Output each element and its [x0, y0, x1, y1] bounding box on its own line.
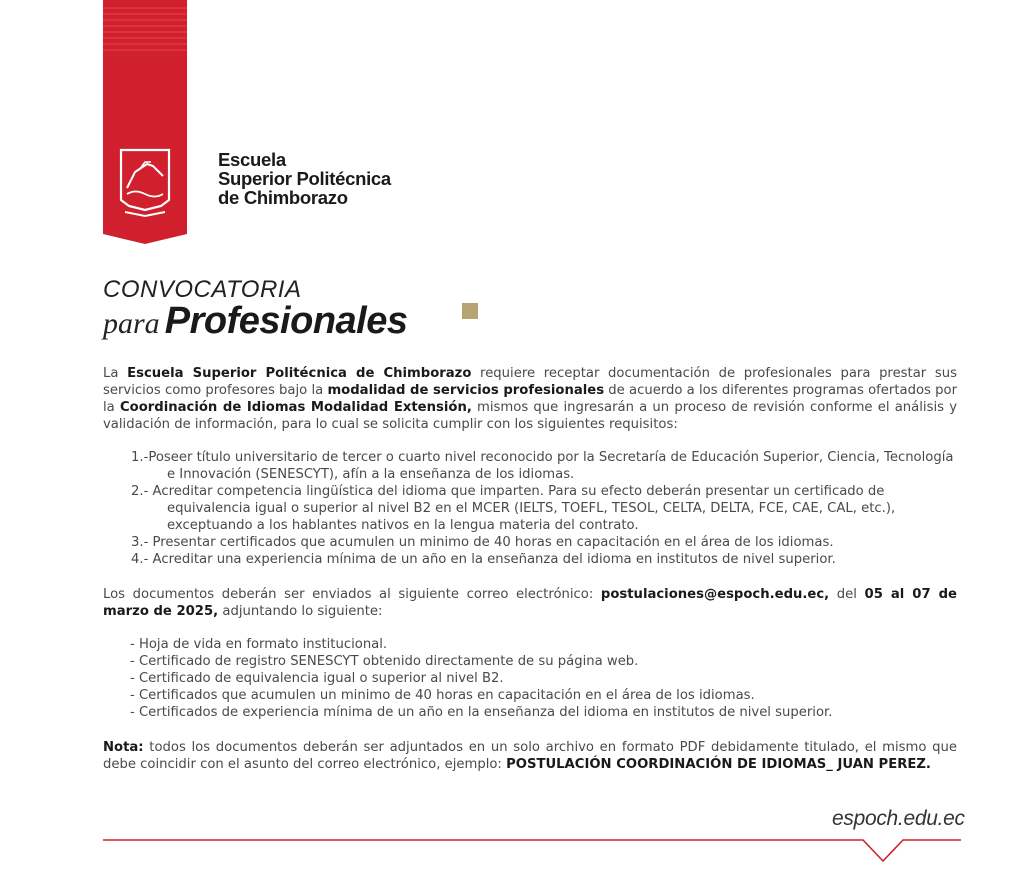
intro-bold-3: Coordinación de Idiomas Modalidad Extensión,: [119, 400, 472, 415]
documents-list: [103, 636, 957, 721]
submission-text-2: del: [829, 587, 865, 602]
note-label: Nota:: [103, 740, 144, 755]
submission-dates: 05 al 07 de marzo de 2025,: [103, 587, 957, 619]
title-main: Profesionales: [164, 300, 408, 342]
document-item: - Hoja de vida en formato institucional.: [130, 637, 388, 652]
intro-bold-1: Escuela Superior Politécnica de Chimborazo: [127, 366, 472, 381]
requirement-item: 3.- Presentar certificados que acumulen un minimo de 40 horas en capacitación en el área de los idiomas.: [131, 535, 834, 550]
document-item: - Certificados de experiencia mínima de un año en la enseñanza del idioma en institutos de nivel superior.: [130, 705, 833, 720]
requirement-item: 2.- Acreditar competencia lingüística del idioma que imparten. Para su efecto deberán presentar un certificado de equivalencia igual o superior al nivel B2 en el MCER (IELTS, TOEFL, TESOL, CELTA, DELTA, FCE, CAE, CAL, etc.), exceptuando a los hablantes nativos en la lengua materia del contrato.: [131, 484, 896, 533]
intro-text-3: de acuerdo a los diferentes programas ofertados por la: [103, 383, 957, 415]
requirements-list: [103, 449, 957, 568]
intro-text-1: La: [103, 366, 128, 381]
footer-url[interactable]: espoch.edu.ec: [832, 807, 965, 830]
requirement-item: 4.- Acreditar una experiencia mínima de un año en la enseñanza del idioma en institutos de nivel superior.: [131, 552, 836, 567]
intro-text-4: mismos que ingresarán a un proceso de revisión conforme el análisis y validación de información, para lo cual se solicita cumplir con los siguientes requisitos:: [103, 400, 957, 432]
title-convocatoria: CONVOCATORIA: [103, 276, 302, 303]
note-paragraph: [103, 739, 957, 773]
document-body: [103, 365, 957, 773]
submission-text-3: adjuntando lo siguiente:: [218, 604, 383, 619]
submission-text-1: Los documentos deberán ser enviados al siguiente correo electrónico:: [103, 587, 601, 602]
espoch-shield-logo: [103, 0, 187, 244]
submission-paragraph: [103, 586, 957, 620]
note-text: todos los documentos deberán ser adjuntados en un solo archivo en formato PDF debidamente titulado, el mismo que debe coincidir con el asunto del correo electrónico, ejemplo:: [103, 740, 957, 772]
intro-paragraph: [103, 365, 957, 433]
footer-divider: [103, 835, 963, 863]
requirement-item: 1.-Poseer título universitario de tercer o cuarto nivel reconocido por la Secretaría de Educación Superior, Ciencia, Tecnología e Innovación (SENESCYT), afín a la enseñanza de los idiomas.: [131, 450, 954, 482]
note-example: POSTULACIÓN COORDINACIÓN DE IDIOMAS_ JUAN PEREZ.: [506, 757, 931, 772]
intro-text-2: requiere receptar documentación de profesionales para prestar sus servicios como profesores bajo la: [103, 366, 957, 398]
header-banner: [103, 0, 187, 244]
institution-line-2: Superior Politécnica: [218, 168, 391, 189]
document-item: - Certificado de registro SENESCYT obtenido directamente de su página web.: [130, 654, 639, 669]
title-para: para: [103, 307, 160, 340]
document-item: - Certificado de equivalencia igual o superior al nivel B2.: [130, 671, 504, 686]
intro-bold-2: modalidad de servicios profesionales: [327, 383, 605, 398]
institution-line-1: Escuela: [218, 149, 286, 170]
title-profesionales: [103, 300, 408, 343]
document-item: - Certificados que acumulen un minimo de 40 horas en capacitación en el área de los idiomas.: [130, 688, 755, 703]
title-accent-square: [462, 303, 478, 319]
institution-line-3: de Chimborazo: [218, 187, 348, 208]
submission-email[interactable]: postulaciones@espoch.edu.ec,: [600, 587, 830, 602]
institution-name: [218, 150, 391, 207]
